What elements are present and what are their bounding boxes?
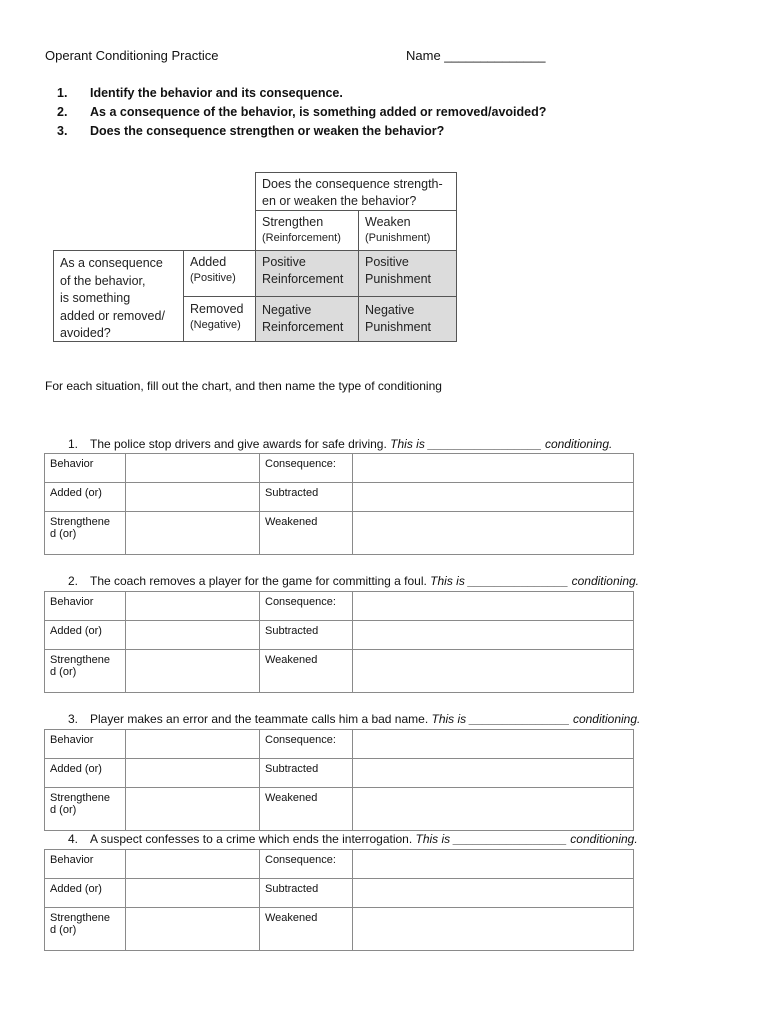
question-2-text: As a consequence of the behavior, is something added or removed/avoided?	[90, 105, 547, 119]
situation-1-answer-blank[interactable]: This is _________________ conditioning.	[390, 437, 613, 451]
behavior-label: Behavior	[45, 592, 126, 621]
strengthened-input[interactable]	[126, 512, 260, 555]
situation-1-text: The police stop drivers and give awards for safe driving.	[90, 437, 387, 451]
added-input[interactable]	[126, 759, 260, 788]
situation-4-text: A suspect confesses to a crime which ends the interrogation.	[90, 832, 413, 846]
strengthened-label-line2: d (or)	[50, 804, 77, 816]
chart-weaken-header	[358, 210, 457, 251]
question-3-text: Does the consequence strengthen or weaken the behavior?	[90, 124, 445, 138]
situation-2	[0, 574, 768, 590]
subtracted-label: Subtracted	[260, 621, 353, 650]
table-row	[45, 592, 634, 621]
chart-punishment-label: (Punishment)	[365, 231, 431, 244]
situation-3	[0, 712, 768, 728]
added-label: Added (or)	[45, 621, 126, 650]
table-row	[45, 788, 634, 831]
subtracted-label: Subtracted	[260, 483, 353, 512]
added-label: Added (or)	[45, 879, 126, 908]
chart-strengthen-header	[255, 210, 359, 251]
chart-reinforcement-label: (Reinforcement)	[262, 231, 341, 244]
consequence-input[interactable]	[353, 592, 634, 621]
weakened-input[interactable]	[353, 788, 634, 831]
table-row	[45, 621, 634, 650]
consequence-input[interactable]	[353, 850, 634, 879]
table-row	[45, 879, 634, 908]
behavior-input[interactable]	[126, 730, 260, 759]
worksheet-title: Operant Conditioning Practice	[45, 48, 219, 63]
table-row	[45, 908, 634, 951]
subtracted-input[interactable]	[353, 483, 634, 512]
situation-3-table	[44, 729, 634, 831]
chart-positive-label: (Positive)	[190, 271, 236, 284]
weakened-input[interactable]	[353, 512, 634, 555]
chart-removed-header	[183, 296, 256, 342]
chart-left-header	[53, 250, 184, 342]
strengthened-label	[45, 512, 126, 555]
situation-4-number: 4.	[68, 832, 79, 846]
consequence-input[interactable]	[353, 730, 634, 759]
chart-left-line4: added or removed/	[60, 308, 165, 323]
situation-4	[0, 832, 768, 848]
consequence-label: Consequence:	[260, 850, 353, 879]
weakened-label: Weakened	[260, 650, 353, 693]
situation-2-number: 2.	[68, 574, 79, 588]
chart-weaken-label: Weaken	[365, 215, 411, 229]
pos-reinf-line2: Reinforcement	[262, 271, 344, 286]
neg-pun-line1: Negative	[365, 303, 415, 317]
pos-pun-line1: Positive	[365, 255, 409, 269]
weakened-label: Weakened	[260, 908, 353, 951]
chart-negative-punishment	[358, 296, 457, 342]
strengthened-label-line2: d (or)	[50, 924, 77, 936]
chart-left-line1: As a consequence	[60, 256, 163, 270]
table-row	[45, 850, 634, 879]
question-2-number: 2.	[57, 105, 68, 119]
strengthened-label-line2: d (or)	[50, 528, 77, 540]
question-2	[0, 105, 768, 123]
chart-left-line3: is something	[60, 291, 131, 305]
chart-added-label: Added	[190, 255, 227, 269]
added-input[interactable]	[126, 879, 260, 908]
weakened-input[interactable]	[353, 908, 634, 951]
subtracted-label: Subtracted	[260, 879, 353, 908]
situation-3-answer-blank[interactable]: This is _______________ conditioning.	[431, 712, 641, 726]
chart-removed-label: Removed	[190, 302, 244, 316]
consequence-label: Consequence:	[260, 592, 353, 621]
situation-2-table	[44, 591, 634, 693]
chart-top-header	[255, 172, 457, 211]
question-1-text: Identify the behavior and its consequence.	[90, 86, 343, 100]
pos-pun-line2: Punishment	[365, 271, 432, 286]
strengthened-label-line1: Strengthene	[50, 912, 110, 924]
behavior-input[interactable]	[126, 850, 260, 879]
added-label: Added (or)	[45, 759, 126, 788]
strengthened-input[interactable]	[126, 650, 260, 693]
neg-reinf-line1: Negative	[262, 303, 312, 317]
added-label: Added (or)	[45, 483, 126, 512]
weakened-input[interactable]	[353, 650, 634, 693]
weakened-label: Weakened	[260, 788, 353, 831]
table-row	[45, 512, 634, 555]
consequence-label: Consequence:	[260, 454, 353, 483]
chart-left-line2: of the behavior,	[60, 273, 146, 288]
weakened-label: Weakened	[260, 512, 353, 555]
subtracted-label: Subtracted	[260, 759, 353, 788]
strengthened-label-line1: Strengthene	[50, 654, 110, 666]
situation-2-text: The coach removes a player for the game for committing a foul.	[90, 574, 427, 588]
chart-left-line5: avoided?	[60, 326, 111, 340]
strengthened-label-line1: Strengthene	[50, 516, 110, 528]
table-row	[45, 483, 634, 512]
subtracted-input[interactable]	[353, 621, 634, 650]
situation-2-answer-blank[interactable]: This is _______________ conditioning.	[430, 574, 639, 588]
strengthened-label-line2: d (or)	[50, 666, 77, 678]
added-input[interactable]	[126, 483, 260, 512]
chart-added-header	[183, 250, 256, 297]
question-3-number: 3.	[57, 124, 68, 138]
behavior-label: Behavior	[45, 454, 126, 483]
behavior-label: Behavior	[45, 850, 126, 879]
table-row	[45, 759, 634, 788]
strengthened-label	[45, 908, 126, 951]
question-1-number: 1.	[57, 86, 68, 100]
situation-1	[0, 437, 768, 453]
strengthened-input[interactable]	[126, 908, 260, 951]
chart-positive-reinforcement	[255, 250, 359, 297]
strengthened-input[interactable]	[126, 788, 260, 831]
chart-top-header-line2: en or weaken the behavior?	[262, 193, 417, 208]
question-3	[0, 124, 768, 142]
table-row	[45, 730, 634, 759]
situation-4-table	[44, 849, 634, 951]
consequence-input[interactable]	[353, 454, 634, 483]
behavior-input[interactable]	[126, 454, 260, 483]
neg-pun-line2: Punishment	[365, 319, 432, 334]
table-row	[45, 650, 634, 693]
name-field-label: Name ______________	[406, 48, 546, 63]
situation-1-number: 1.	[68, 437, 79, 451]
chart-strengthen-label: Strengthen	[262, 215, 324, 229]
chart-positive-punishment	[358, 250, 457, 297]
chart-top-header-line1: Does the consequence strength-	[262, 177, 443, 191]
situation-3-number: 3.	[68, 712, 79, 726]
behavior-input[interactable]	[126, 592, 260, 621]
consequence-label: Consequence:	[260, 730, 353, 759]
chart-negative-reinforcement	[255, 296, 359, 342]
neg-reinf-line2: Reinforcement	[262, 319, 344, 334]
strengthened-label	[45, 788, 126, 831]
strengthened-label	[45, 650, 126, 693]
question-1	[0, 86, 768, 104]
behavior-label: Behavior	[45, 730, 126, 759]
subtracted-input[interactable]	[353, 879, 634, 908]
chart-negative-label: (Negative)	[190, 318, 241, 331]
pos-reinf-line1: Positive	[262, 255, 306, 269]
strengthened-label-line1: Strengthene	[50, 792, 110, 804]
table-row	[45, 454, 634, 483]
situation-1-table	[44, 453, 634, 555]
added-input[interactable]	[126, 621, 260, 650]
situation-3-text: Player makes an error and the teammate calls him a bad name.	[90, 712, 429, 726]
subtracted-input[interactable]	[353, 759, 634, 788]
instruction-text: For each situation, fill out the chart, and then name the type of conditioning	[45, 379, 442, 393]
situation-4-answer-blank[interactable]: This is _________________ conditioning.	[415, 832, 638, 846]
